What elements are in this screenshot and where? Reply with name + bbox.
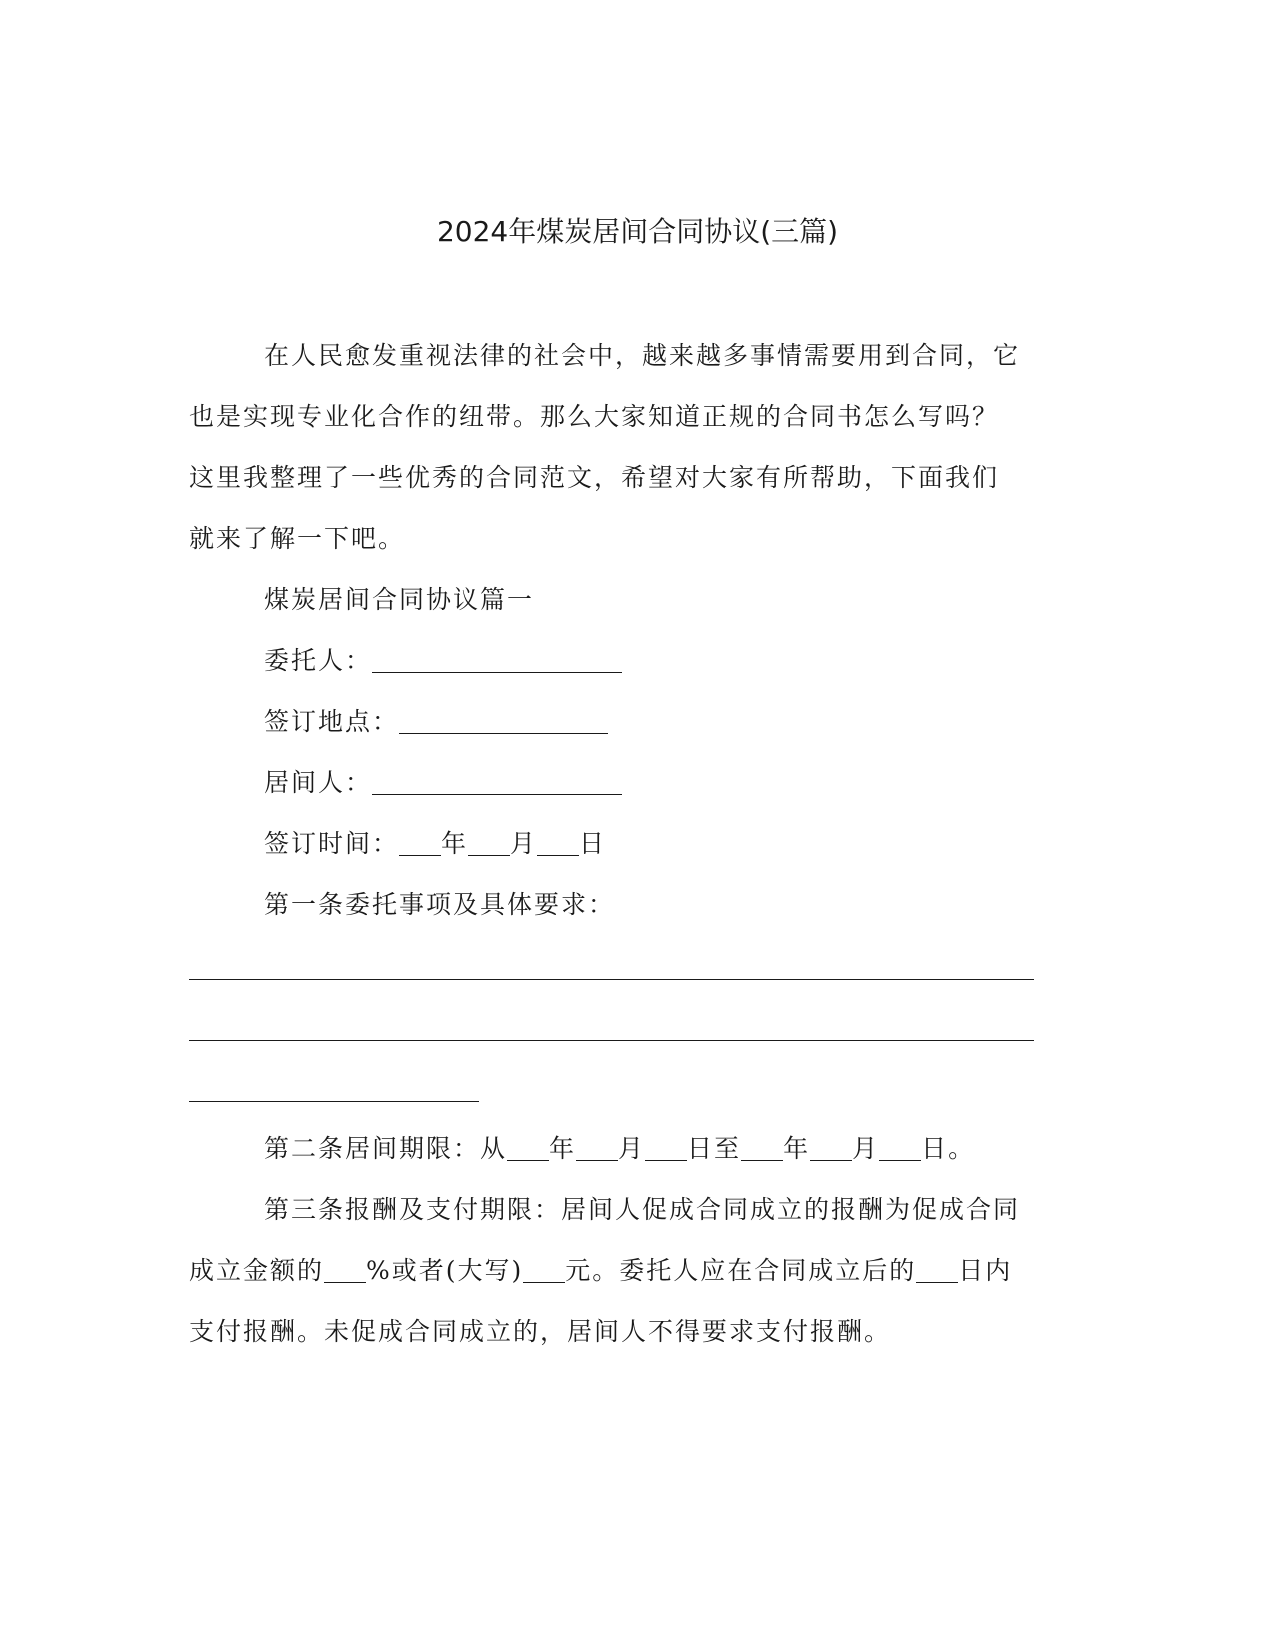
sign-day-blank bbox=[537, 829, 579, 856]
sign-year-label: 年 bbox=[441, 829, 469, 858]
to-year-label: 年 bbox=[783, 1134, 811, 1163]
from-day-to-label: 日至 bbox=[687, 1134, 742, 1163]
sign-place-label: 签订地点： bbox=[264, 707, 400, 736]
to-day-blank bbox=[879, 1134, 921, 1161]
article-1-fill-line-2 bbox=[189, 996, 1084, 1057]
to-year-blank bbox=[741, 1134, 783, 1161]
article-3-line-1: 第三条报酬及支付期限：居间人促成合同成立的报酬为促成合同 bbox=[264, 1195, 1021, 1224]
article-3-line-2 bbox=[189, 1240, 1084, 1301]
principal-field bbox=[189, 630, 1084, 691]
sign-year-blank bbox=[399, 829, 441, 856]
to-month-label: 月 bbox=[852, 1134, 880, 1163]
intermediary-label: 居间人： bbox=[264, 768, 373, 797]
to-month-blank bbox=[810, 1134, 852, 1161]
article-1-fill-line-1 bbox=[189, 935, 1084, 996]
article-3-yuan-label: 元。委托人应在合同成立后的 bbox=[565, 1256, 917, 1285]
sign-month-label: 月 bbox=[510, 829, 538, 858]
from-year-label: 年 bbox=[549, 1134, 577, 1163]
sign-month-blank bbox=[468, 829, 510, 856]
article-2-term bbox=[189, 1118, 1084, 1179]
article-1-heading: 第一条委托事项及具体要求： bbox=[264, 890, 616, 919]
amount-words-blank bbox=[523, 1256, 565, 1283]
principal-label: 委托人： bbox=[264, 646, 373, 675]
to-day-end-label: 日。 bbox=[921, 1134, 976, 1163]
from-day-blank bbox=[645, 1134, 687, 1161]
article-2-prefix: 第二条居间期限：从 bbox=[264, 1134, 508, 1163]
sign-time-label: 签订时间： bbox=[264, 829, 400, 858]
days-blank bbox=[916, 1256, 958, 1283]
principal-blank bbox=[372, 646, 622, 673]
sign-day-label: 日 bbox=[579, 829, 607, 858]
article-3-amount-label: 成立金额的 bbox=[189, 1256, 325, 1285]
article-3-days-label: 日内 bbox=[958, 1256, 1013, 1285]
from-month-label: 月 bbox=[618, 1134, 646, 1163]
sign-time-field bbox=[189, 813, 1084, 874]
sign-place-blank bbox=[399, 707, 608, 734]
article-3-percent-label: %或者(大写) bbox=[366, 1256, 524, 1285]
percent-blank bbox=[324, 1256, 366, 1283]
article-1-fill-line-3 bbox=[189, 1057, 1084, 1118]
document-title: 2024年煤炭居间合同协议(三篇) bbox=[436, 215, 839, 248]
intro-line-2: 也是实现专业化合作的纽带。那么大家知道正规的合同书怎么写吗？ bbox=[189, 402, 1000, 431]
intro-line-4: 就来了解一下吧。 bbox=[189, 524, 406, 553]
from-month-blank bbox=[576, 1134, 618, 1161]
document-body bbox=[189, 325, 1084, 1362]
article-3-line-3: 支付报酬。未促成合同成立的，居间人不得要求支付报酬。 bbox=[189, 1317, 892, 1346]
intermediary-blank bbox=[372, 768, 622, 795]
sign-place-field bbox=[189, 691, 1084, 752]
intermediary-field bbox=[189, 752, 1084, 813]
from-year-blank bbox=[507, 1134, 549, 1161]
intro-line-3: 这里我整理了一些优秀的合同范文，希望对大家有所帮助，下面我们 bbox=[189, 463, 1000, 492]
intro-line-1: 在人民愈发重视法律的社会中，越来越多事情需要用到合同，它 bbox=[264, 341, 1021, 370]
section-heading: 煤炭居间合同协议篇一 bbox=[264, 585, 535, 614]
